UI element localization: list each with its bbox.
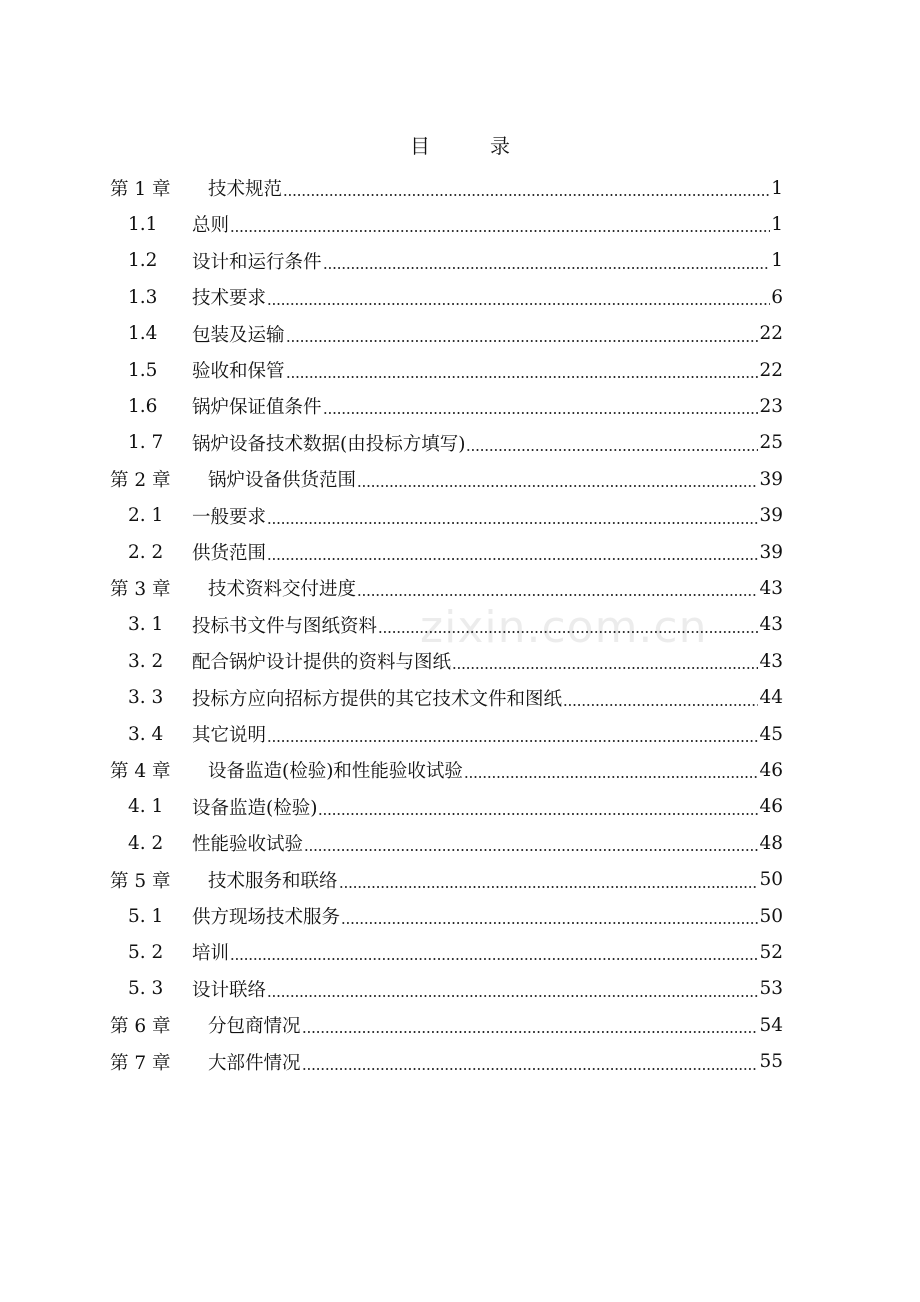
toc-entry-page: 48 [759,832,783,854]
toc-entry-page: 52 [759,941,783,963]
toc-entry-title: 培训 [192,943,230,965]
dot-leader [283,170,770,206]
toc-chapter-row[interactable] [110,170,783,206]
dot-leader [267,279,770,315]
toc-entry-number: 1.1 [128,213,158,235]
toc-entry-number: 4. 2 [128,832,164,854]
toc-entry-title: 设计和运行条件 [192,251,322,273]
toc-entry-page: 39 [759,541,783,563]
toc-section-row[interactable] [128,971,783,1007]
toc-section-row[interactable] [128,352,783,388]
toc-section-row[interactable] [128,279,783,315]
toc-entry-page: 55 [759,1051,783,1073]
toc-entry-title: 一般要求 [192,506,267,528]
toc-entry-title: 锅炉设备技术数据(由投标方填写) [192,433,466,455]
dot-leader [357,461,758,497]
toc-entry-title: 投标书文件与图纸资料 [192,615,378,637]
toc-entry-page: 50 [759,869,783,891]
toc-entry-number: 第 6 章 [110,1016,171,1038]
toc-entry-title: 大部件情况 [208,1052,301,1074]
toc-entry-page: 43 [759,577,783,599]
toc-entry-page: 50 [759,905,783,927]
toc-chapter-row[interactable] [110,1044,783,1080]
dot-leader [378,607,758,643]
dot-leader [323,243,771,279]
toc-entry-number: 1.6 [128,395,158,417]
toc-entry-page: 53 [759,978,783,1000]
toc-entry-page: 39 [759,468,783,490]
dot-leader [267,498,758,534]
toc-entry-title: 技术服务和联络 [208,870,338,892]
toc-section-row[interactable] [128,206,783,242]
toc-entry-title: 投标方应向招标方提供的其它技术文件和图纸 [192,688,563,710]
toc-entry-number: 第 1 章 [110,179,171,200]
dot-leader [267,971,758,1007]
toc-entry-title: 配合锅炉设计提供的资料与图纸 [192,652,452,674]
toc-entry-page: 44 [759,687,783,709]
dot-leader [302,1007,759,1043]
dot-leader [267,716,758,752]
toc-section-row[interactable] [128,680,783,716]
toc-section-row[interactable] [128,534,783,570]
toc-entry-number: 第 5 章 [110,870,171,892]
toc-entry-number: 第 7 章 [110,1052,171,1074]
toc-chapter-row[interactable] [110,752,783,788]
toc-chapter-row[interactable] [110,1007,783,1043]
toc-entry-number: 3. 2 [128,650,164,672]
toc-entry-page: 46 [759,796,783,818]
toc-entry-number: 1.2 [128,250,158,272]
toc-section-row[interactable] [128,934,783,970]
toc-entry-page: 1 [771,177,783,199]
dot-leader [452,643,758,679]
toc-entry-page: 45 [759,723,783,745]
toc-title: 目 录 [410,134,530,158]
toc-entry-title: 技术资料交付进度 [208,579,357,601]
toc-entry-number: 第 2 章 [110,470,171,492]
toc-entry-title: 设备监造(检验)和性能验收试验 [208,761,463,783]
toc-entry-number: 1.3 [128,286,158,308]
toc-section-row[interactable] [128,825,783,861]
toc-entry-page: 22 [759,323,783,345]
toc-chapter-row[interactable] [110,570,783,606]
dot-leader [302,1044,759,1080]
toc-entry-number: 2. 2 [128,541,164,563]
toc-entry-title: 锅炉设备供货范围 [208,470,357,492]
toc-entry-title: 设备监造(检验) [192,797,318,819]
dot-leader [304,825,758,861]
toc-section-row[interactable] [128,388,783,424]
toc-entry-number: 3. 3 [128,687,164,709]
toc-entry-title: 设计联络 [192,979,267,1001]
toc-entry-page: 46 [759,759,783,781]
dot-leader [323,388,759,424]
toc-entry-title: 技术规范 [208,179,283,200]
toc-entry-page: 6 [771,286,783,308]
toc-entry-number: 5. 3 [128,978,164,1000]
toc-entry-title: 供货范围 [192,543,267,564]
dot-leader [286,316,759,352]
toc-entry-title: 分包商情况 [208,1016,301,1038]
dot-leader [318,789,758,825]
dot-leader [286,352,759,388]
toc-entry-number: 5. 1 [128,905,164,927]
toc-section-row[interactable] [128,498,783,534]
toc-entry-number: 第 4 章 [110,761,171,783]
toc-section-row[interactable] [128,243,783,279]
toc-section-row[interactable] [128,643,783,679]
toc-entry-number: 5. 2 [128,941,164,963]
toc-entry-number: 1.5 [128,359,158,381]
toc-section-row[interactable] [128,316,783,352]
toc-entry-title: 技术要求 [192,288,267,310]
dot-leader [267,534,758,570]
toc-entry-page: 25 [759,432,783,454]
toc-entry-number: 3. 1 [128,614,164,636]
toc-section-row[interactable] [128,898,783,934]
toc-entry-page: 1 [771,213,783,235]
toc-entry-page: 23 [759,395,783,417]
toc-entry-page: 43 [759,614,783,636]
dot-leader [230,206,770,242]
toc-entry-title: 验收和保管 [192,361,285,382]
toc-entry-page: 39 [759,505,783,527]
dot-leader [466,425,758,461]
toc-section-row[interactable] [128,716,783,752]
dot-leader [339,862,759,898]
toc-section-row[interactable] [128,425,783,461]
toc-entry-number: 1.4 [128,323,158,345]
toc-entry-title: 性能验收试验 [192,834,304,856]
toc-entry-number: 2. 1 [128,505,164,527]
toc-entry-title: 供方现场技术服务 [192,907,341,928]
toc-entry-number: 4. 1 [128,796,164,818]
toc-section-row[interactable] [128,607,783,643]
toc-entry-number: 第 3 章 [110,579,171,601]
toc-chapter-row[interactable] [110,461,783,497]
dot-leader [230,934,758,970]
toc-entry-page: 1 [771,250,783,272]
toc-section-row[interactable] [128,789,783,825]
toc-entry-number: 3. 4 [128,723,164,745]
toc-entry-page: 43 [759,650,783,672]
dot-leader [563,680,758,716]
dot-leader [464,752,759,788]
toc-entry-number: 1. 7 [128,432,164,454]
toc-entry-page: 22 [759,359,783,381]
dot-leader [341,898,758,934]
toc-entry-title: 总则 [192,215,230,237]
toc-chapter-row[interactable] [110,862,783,898]
dot-leader [357,570,758,606]
toc-entry-title: 锅炉保证值条件 [192,397,322,419]
toc-entry-title: 包装及运输 [192,324,285,346]
toc-entry-title: 其它说明 [192,725,267,746]
toc-entry-page: 54 [759,1014,783,1036]
